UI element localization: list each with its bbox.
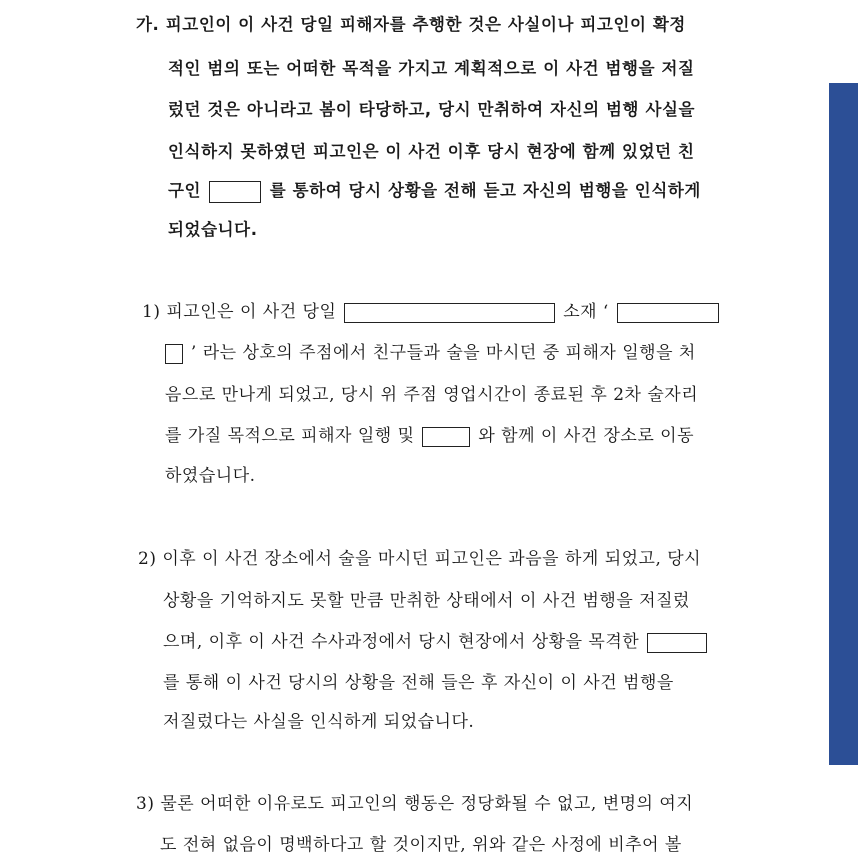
item2-line-3 (163, 631, 709, 653)
section-ga-line-6: 되었습니다. (168, 220, 258, 239)
text-segment: ’ 라는 상호의 주점에서 친구들과 술을 마시던 중 피해자 일행을 처 (190, 343, 696, 363)
item1-line-4 (165, 425, 694, 447)
item1-line-1 (142, 301, 721, 323)
redacted-box (165, 344, 183, 364)
section-ga-line-3: 렀던 것은 아니라고 봄이 타당하고, 당시 만취하여 자신의 범행 사실을 (168, 100, 696, 119)
redacted-box (209, 181, 261, 203)
item2-line-1: 2) 이후 이 사건 장소에서 술을 마시던 피고인은 과음을 하게 되었고, 당시 (138, 549, 702, 569)
text-segment: 1) 피고인은 이 사건 당일 (142, 302, 337, 322)
side-color-bar (829, 83, 858, 765)
section-ga-line-1: 가. 피고인이 이 사건 당일 피해자를 추행한 것은 사실이나 피고인이 확정 (136, 15, 686, 34)
text-segment: 으며, 이후 이 사건 수사과정에서 당시 현장에서 상황을 목격한 (163, 632, 640, 652)
text-segment: 소재 ‘ (563, 302, 609, 322)
section-ga-line-2: 적인 범의 또는 어떠한 목적을 가지고 계획적으로 이 사건 범행을 저질 (168, 59, 695, 78)
item2-line-4: 를 통해 이 사건 당시의 상황을 전해 들은 후 자신이 이 사건 범행을 (163, 673, 674, 693)
text-segment: 를 통하여 당시 상황을 전해 듣고 자신의 범행을 인식하게 (269, 181, 701, 200)
section-ga-line-4: 인식하지 못하였던 피고인은 이 사건 이후 당시 현장에 함께 있었던 친 (168, 142, 695, 161)
redacted-box (647, 633, 707, 653)
section-ga-line-5 (168, 180, 701, 203)
item3-line-2: 도 전혀 없음이 명백하다고 할 것이지만, 위와 같은 사정에 비추어 볼 (160, 835, 682, 855)
item2-line-2: 상황을 기억하지도 못할 만큼 만취한 상태에서 이 사건 범행을 저질렀 (163, 591, 690, 611)
item1-line-3: 음으로 만나게 되었고, 당시 위 주점 영업시간이 종료된 후 2차 술자리 (165, 385, 699, 405)
item1-line-5: 하였습니다. (165, 466, 256, 486)
text-segment: 를 가질 목적으로 피해자 일행 및 (165, 426, 415, 446)
redacted-box (617, 303, 719, 323)
redacted-box (422, 427, 470, 447)
redacted-box (344, 303, 555, 323)
item2-line-5: 저질렀다는 사실을 인식하게 되었습니다. (163, 712, 475, 732)
text-segment: 와 함께 이 사건 장소로 이동 (478, 426, 694, 446)
text-segment: 구인 (168, 181, 202, 200)
item1-line-2 (163, 342, 696, 364)
item3-line-1: 3) 물론 어떠한 이유로도 피고인의 행동은 정당화될 수 없고, 변명의 여지 (136, 794, 694, 814)
